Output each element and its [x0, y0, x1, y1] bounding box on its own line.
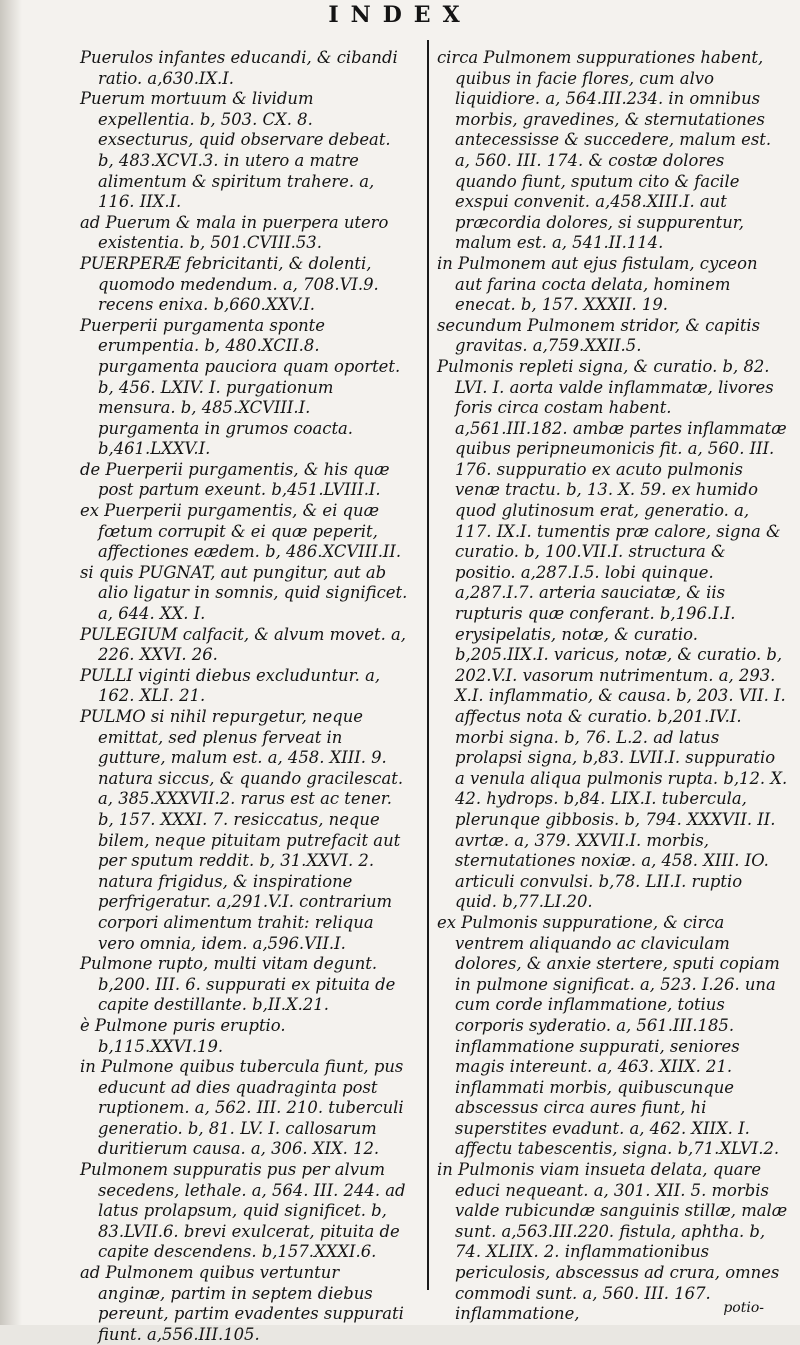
- index-entry: in Pulmonis viam insueta delata, quare educi nequeant. a, 301. XII. 5. morbis valde rubicundæ sanguinis stillæ, malæ sunt. a,563.III.220. fistula, aphtha. b, 74. XLIIX. 2. inflammationibus periculosis, abscessus ad crura, omnes commodi sunt. a, 560. III. 167. inflammatione,: [437, 1160, 788, 1324]
- index-entry: ex Pulmonis suppuratione, & circa ventrem aliquando ac claviculam dolores, & anxie stertere, sputi copiam in pulmone significat. a, 523. I.26. una cum corde inflammatione, totius corporis syderatio. a, 561.III.185. inflammatione suppurati, seniores magis intereunt. a, 463. XIIX. 21. inflammati morbis, quibuscunque abscessus circa aures fiunt, hi superstites evadunt. a, 462. XIIX. I. affectu tabescentis, signa. b,71.XLVI.2.: [437, 912, 780, 1159]
- index-entry: ad Puerum & mala in puerpera utero existentia. b, 501.CVIII.53.: [80, 212, 389, 253]
- page-gutter-shadow: [0, 0, 22, 1325]
- index-entry: si quis PUGNAT, aut pungitur, aut ab alio ligatur in somnis, quid significet. a, 644. XX. I.: [80, 562, 408, 624]
- page-title: INDEX: [328, 2, 472, 28]
- index-entry: in Pulmone quibus tubercula fiunt, pus educunt ad dies quadraginta post ruptionem. a, 562. III. 210. tuberculi generatio. b, 81. LV. I. callosarum duritierum causa. a, 306. XIX. 12.: [80, 1057, 404, 1159]
- index-entry: Puerum mortuum & lividum expellentia. b, 503. CX. 8. exsecturus, quid observare debeat. b, 483.XCVI.3. in utero a matre alimentum & spiritum trahere. a, 116. IIX.I.: [80, 89, 391, 212]
- index-entry: è Pulmone puris eruptio. b,115.XXVI.19.: [80, 1015, 286, 1056]
- index-entry: circa Pulmonem suppurationes habent, quibus in facie flores, cum alvo liquidiore. a, 564.III.234. in omnibus morbis, gravedines, & sternutationes antecessisse & succedere, malum est. a, 560. III. 174. & costæ dolores quando fiunt, sputum cito & facile exspui convenit. a,458.XIII.I. aut præcordia dolores, si suppurentur, malum est. a, 541.II.114.: [437, 48, 772, 253]
- index-column-left: [80, 48, 410, 1345]
- index-entry: PULMO si nihil repurgetur, neque emittat, sed plenus ferveat in gutture, malum est. a, 458. XIII. 9. natura siccus, & quando gracilescat. a, 385.XXXVII.2. rarus est ac tener. b, 157. XXXI. 7. resiccatus, neque bilem, neque pituitam putrefacit aut per sputum reddit. b, 31.XXVI. 2. natura frigidus, & inspiratione perfrigeratur. a,291.V.I. contrarium corpori alimentum trahit: reliqua vero omnia, idem. a,596.VII.I.: [80, 707, 404, 953]
- index-entry: Pulmonem suppuratis pus per alvum secedens, lethale. a, 564. III. 244. ad latus prolapsum, quid significet. b, 83.LVII.6. brevi exulcerat, pituita de capite descendens. b,157.XXXI.6.: [80, 1160, 406, 1262]
- index-entry: Puerulos infantes educandi, & cibandi ratio. a,630.IX.I.: [80, 48, 398, 88]
- index-entry: secundum Pulmonem stridor, & capitis gravitas. a,759.XXII.5.: [437, 315, 761, 356]
- index-column-right: [437, 48, 789, 1325]
- index-entry: Pulmonis repleti signa, & curatio. b, 82. LVI. I. aorta valde inflammatæ, livores foris circa costam habent. a,561.III.182. ambæ partes inflammatæ quibus peripneumonicis fit. a, 560. III. 176. suppuratio ex acuto pulmonis venæ tractu. b, 13. X. 59. ex humido quod glutinosum erat, generatio. a, 117. IX.I. tumentis præ calore, signa & curatio. b, 100.VII.I. structura & positio. a,287.I.5. lobi quinque. a,287.I.7. arteria sauciatæ, & iis rupturis quæ conferant. b,196.I.I. erysipelatis, notæ, & curatio. b,205.IIX.I. varicus, notæ, & curatio. b, 202.V.I. vasorum nutrimentum. a, 293. X.I. inflammatio, & causa. b, 203. VII. I. affectus nota & curatio. b,201.IV.I. morbi signa. b, 76. L.2. ad latus prolapsi signa, b,83. LVII.I. suppuratio a venula aliqua pulmonis rupta. b,12. X. 42. hydrops. b,84. LIX.I. tubercula, plerunque gibbosis. b, 794. XXXVII. II. avrtæ. a, 379. XXVII.I. morbis, sternutationes noxiæ. a, 458. XIII. IO. articuli convulsi. b,78. LII.I. ruptio quid. b,77.LI.20.: [437, 356, 788, 912]
- index-entry: PULEGIUM calfacit, & alvum movet. a, 226. XXVI. 26.: [80, 624, 406, 665]
- index-entry: ex Puerperii purgamentis, & ei quæ fœtum corrupit & ei quæ peperit, affectiones eædem. b, 486.XCVIII.II.: [80, 501, 402, 562]
- index-entry: ad Pulmonem quibus vertuntur anginæ, partim in septem diebus pereunt, partim evadentes suppurati fiunt. a,556.III.105.: [80, 1263, 404, 1344]
- column-divider: [427, 40, 429, 1290]
- index-entry: Pulmone rupto, multi vitam degunt. b,200. III. 6. suppurati ex pituita de capite destillante. b,II.X.21.: [80, 954, 396, 1015]
- catchword: potio-: [723, 1300, 764, 1316]
- index-entry: PULLI viginti diebus excluduntur. a, 162. XLI. 21.: [80, 665, 381, 706]
- index-entry: in Pulmonem aut ejus fistulam, cyceon aut farina cocta delata, hominem enecat. b, 157. XXXII. 19.: [437, 253, 758, 315]
- index-entry: de Puerperii purgamentis, & his quæ post partum exeunt. b,451.LVIII.I.: [80, 459, 390, 500]
- index-entry: PUERPERÆ febricitanti, & dolenti, quomodo medendum. a, 708.VI.9. recens enixa. b,660.XXV.I.: [80, 253, 379, 315]
- index-entry: Puerperii purgamenta sponte erumpentia. b, 480.XCII.8. purgamenta pauciora quam oportet. b, 456. LXIV. I. purgationum mensura. b, 485.XCVIII.I. purgamenta in grumos coacta. b,461.LXXV.I.: [80, 315, 401, 459]
